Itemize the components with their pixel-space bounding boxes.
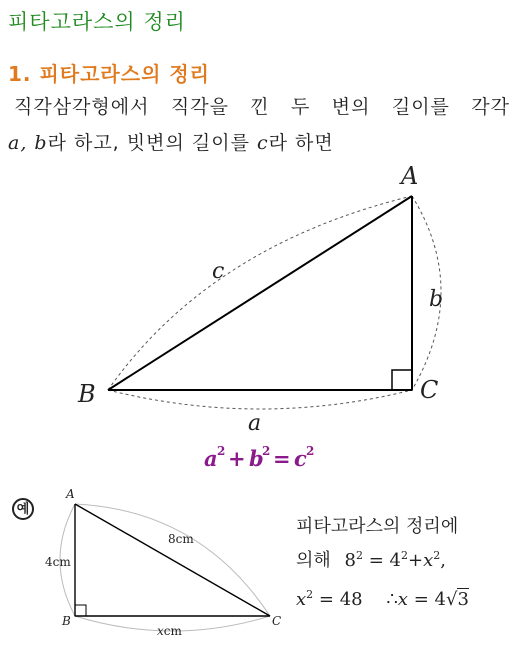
- example-label-vert: 4cm: [45, 555, 71, 569]
- section-heading: 1. 피타고라스의 정리: [8, 62, 210, 86]
- example-line-2: [296, 546, 446, 572]
- formula-plus: +: [228, 446, 246, 471]
- example-mark: 예: [12, 498, 34, 520]
- main-triangle: [108, 196, 444, 409]
- m-x: x: [423, 550, 434, 571]
- label-vertex-b: B: [78, 380, 96, 408]
- m3-x-exp: 2: [306, 588, 314, 601]
- arc-horizontal: [108, 390, 412, 409]
- formula-b: b: [249, 446, 264, 471]
- example-vertex-a: A: [66, 487, 75, 501]
- label-side-c: c: [212, 259, 225, 284]
- radicand: 3: [457, 589, 469, 610]
- formula-equals: =: [273, 446, 291, 471]
- label-side-b: b: [429, 287, 444, 312]
- m-4: 4: [389, 550, 401, 571]
- pythagorean-formula: [204, 444, 314, 471]
- body-text-mid: 라 하고, 빗변의 길이를: [47, 132, 250, 154]
- m-eq: =: [368, 550, 384, 571]
- radical-sign: √: [445, 589, 458, 610]
- m-4-exp: 2: [400, 549, 408, 562]
- example-triangle: [60, 504, 270, 631]
- example-line-3: [296, 588, 469, 610]
- formula-a: a: [204, 446, 218, 471]
- example-right-angle-mark: [75, 605, 86, 616]
- label-side-a: a: [248, 411, 262, 436]
- right-angle-mark: [392, 370, 412, 390]
- example-vertex-b: B: [62, 614, 71, 628]
- formula-c: c: [294, 446, 307, 471]
- m-x-exp: 2: [433, 549, 441, 562]
- body-text-line-1: 직각삼각형에서 직각을 낀 두 변의 길이를 각각: [14, 96, 510, 118]
- example-label-hyp: 8cm: [168, 532, 194, 546]
- var-ab: a, b: [8, 132, 48, 154]
- m3-var: x: [397, 589, 408, 610]
- example-side-hyp: [75, 504, 270, 616]
- formula-a-exp: 2: [217, 444, 226, 458]
- side-hypotenuse: [108, 196, 412, 390]
- body-text-end: 라 하면: [268, 132, 334, 154]
- m3-eq4: = 4: [413, 589, 446, 610]
- m3-x: x: [296, 589, 307, 610]
- m-8: 8: [344, 550, 356, 571]
- example-line-1: 피타고라스의 정리에: [296, 516, 459, 537]
- label-vertex-c: C: [420, 376, 439, 404]
- therefore-symbol: ∴: [386, 589, 398, 610]
- example-label-horiz: xcm: [157, 624, 182, 638]
- page-title: 피타고라스의 정리: [8, 10, 186, 34]
- m3-eq48: = 48: [318, 589, 363, 610]
- m-plus: +: [407, 550, 424, 571]
- formula-b-exp: 2: [262, 444, 271, 458]
- label-vertex-a: A: [401, 162, 419, 190]
- example-line-2-prefix: 의해: [296, 550, 331, 571]
- formula-c-exp: 2: [306, 444, 315, 458]
- m-comma: ,: [440, 550, 446, 571]
- m-8-exp: 2: [355, 549, 363, 562]
- var-c: c: [256, 132, 269, 154]
- example-vertex-c: C: [272, 614, 282, 628]
